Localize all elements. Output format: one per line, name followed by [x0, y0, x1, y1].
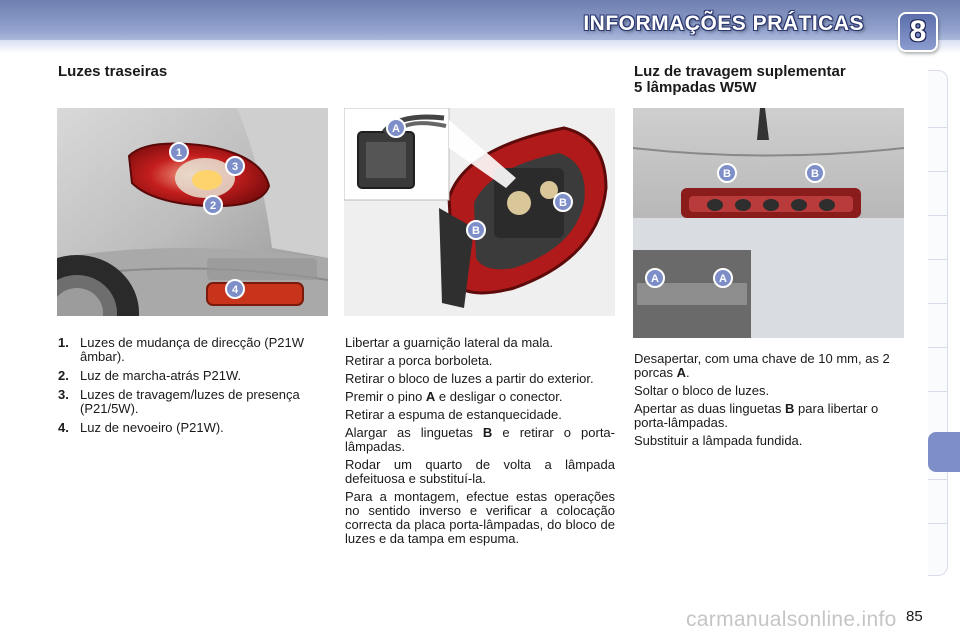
svg-text:A: A — [719, 273, 727, 285]
chapter-badge — [898, 12, 938, 52]
list-number: 3. — [58, 387, 69, 402]
photo-brake-light — [633, 108, 904, 338]
svg-text:4: 4 — [231, 284, 239, 296]
photo-lamp-unit — [344, 108, 615, 316]
side-tab-divider — [928, 171, 948, 172]
side-chapter-tabs — [928, 70, 948, 576]
instruction-step: Retirar o bloco de luzes a partir do exterior. — [345, 371, 594, 386]
list-item — [58, 336, 330, 364]
svg-text:1: 1 — [175, 147, 183, 159]
list-number: 2. — [58, 368, 69, 383]
rear-lights-list — [58, 336, 330, 440]
instruction-step: Rodar um quarto de volta a lâmpada defeituosa e substituí-la. — [345, 457, 615, 486]
instruction-step: Retirar a espuma de estanquecidade. — [345, 407, 562, 422]
side-tab-divider — [928, 215, 948, 216]
instruction-step: Soltar o bloco de luzes. — [634, 383, 770, 398]
photo-rear-lights — [57, 108, 328, 316]
side-tab-divider — [928, 303, 948, 304]
instruction-step: Retirar a porca borboleta. — [345, 353, 493, 368]
section-title-brake-light — [634, 64, 846, 96]
svg-text:A: A — [392, 123, 400, 135]
instruction-step: Desapertar, com uma chave de 10 mm, as 2 porcas A. — [634, 351, 890, 380]
svg-text:B: B — [723, 168, 731, 180]
watermark: carmanualsonline.info — [686, 608, 897, 631]
callout-4 — [226, 280, 244, 298]
callout-b — [554, 193, 572, 211]
section-title-line: Luz de travagem suplementar — [634, 63, 846, 80]
side-tab-divider — [928, 391, 948, 392]
list-item — [58, 421, 330, 435]
list-text: Luz de marcha-atrás P21W. — [80, 368, 242, 383]
section-title-rear-lights: Luzes traseiras — [58, 63, 168, 80]
page-number: 85 — [906, 608, 923, 625]
brake-light-instructions — [634, 352, 906, 452]
list-number: 1. — [58, 335, 69, 350]
side-tab-divider — [928, 479, 948, 480]
instruction-step: Substituir a lâmpada fundida. — [634, 433, 803, 448]
svg-text:2: 2 — [209, 200, 217, 212]
list-item — [58, 388, 330, 416]
callout-3 — [226, 157, 244, 175]
side-tab-divider — [928, 523, 948, 524]
callout-2 — [204, 196, 222, 214]
section-title-line: 5 lâmpadas W5W — [634, 79, 757, 96]
svg-text:B: B — [559, 197, 567, 209]
instruction-step: Apertar as duas linguetas B para libertar o porta-lâmpadas. — [634, 401, 879, 430]
instruction-step: Premir o pino A e desligar o conector. — [345, 389, 563, 404]
svg-text:B: B — [811, 168, 819, 180]
list-text: Luzes de mudança de direcção (P21W âmbar). — [80, 335, 305, 364]
side-tab-divider — [928, 127, 948, 128]
chapter-number: 8 — [909, 15, 927, 48]
header-shine — [0, 40, 960, 54]
callout-a — [714, 269, 732, 287]
page-header-title: INFORMAÇÕES PRÁTICAS — [583, 12, 864, 35]
list-number: 4. — [58, 420, 69, 435]
callout-a — [646, 269, 664, 287]
list-text: Luz de nevoeiro (P21W). — [80, 420, 224, 435]
svg-text:B: B — [472, 225, 480, 237]
instruction-step: Libertar a guarnição lateral da mala. — [345, 335, 554, 350]
callout-b — [467, 221, 485, 239]
list-item — [58, 369, 330, 383]
instruction-step: Alargar as linguetas B e retirar o porta-lâmpadas. — [345, 425, 615, 454]
lamp-unit-instructions — [345, 336, 615, 550]
callout-1 — [170, 143, 188, 161]
callout-b — [718, 164, 736, 182]
side-tab-divider — [928, 347, 948, 348]
instruction-step: Para a montagem, efectue estas operações no sentido inverso e verificar a colocação correcta da placa porta-lâmpadas, do bloco de luzes e da tampa em espuma. — [345, 489, 615, 546]
callout-b — [806, 164, 824, 182]
svg-text:3: 3 — [231, 161, 239, 173]
list-text: Luzes de travagem/luzes de presença (P21/5W). — [80, 387, 300, 416]
svg-text:A: A — [651, 273, 659, 285]
side-tab-divider — [928, 259, 948, 260]
side-tab-active-chapter[interactable] — [928, 432, 960, 472]
callout-a — [387, 119, 405, 137]
